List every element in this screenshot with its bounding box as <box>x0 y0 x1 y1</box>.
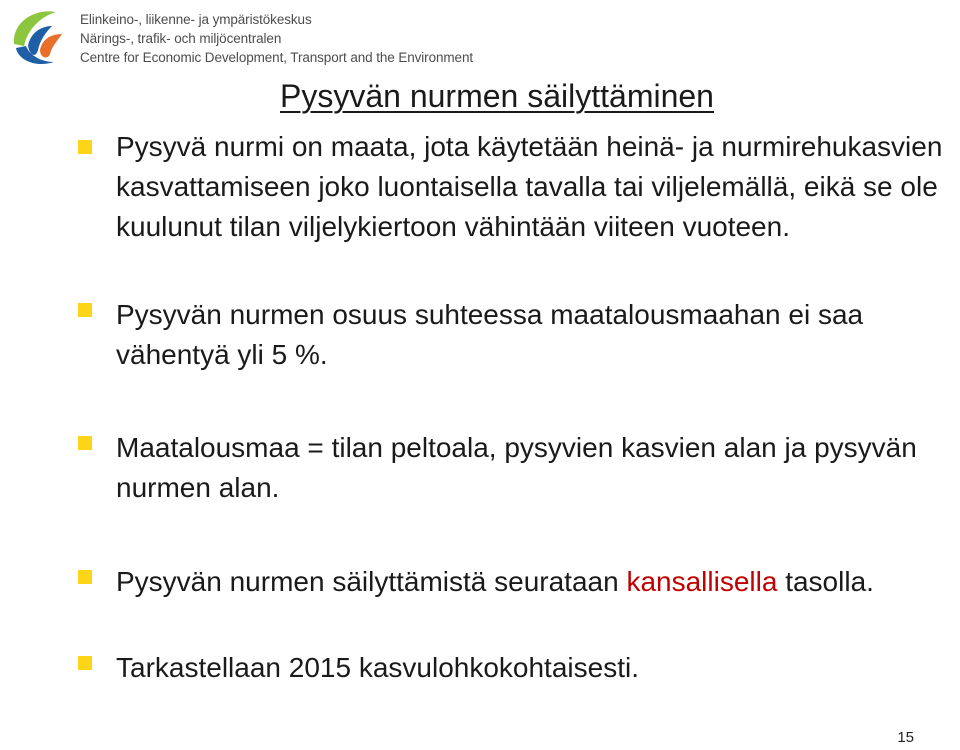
bullet-marker-icon <box>78 436 92 450</box>
bullet-text: Pysyvän nurmen osuus suhteessa maatalousmaahan ei saa vähentyä yli 5 %. <box>116 299 864 370</box>
bullet-marker-icon <box>78 140 92 154</box>
org-name-finnish: Elinkeino-, liikenne- ja ympäristökeskus <box>80 12 312 27</box>
bullet-text-part: Pysyvän nurmen säilyttämistä seurataan <box>116 566 627 597</box>
page-number: 15 <box>897 729 914 746</box>
bullet-marker-icon <box>78 303 92 317</box>
org-name-english: Centre for Economic Development, Transport and the Environment <box>80 50 473 65</box>
highlighted-word: kansallisella <box>626 566 778 597</box>
org-name-swedish: Närings-, trafik- och miljöcentralen <box>80 31 282 46</box>
bullet-text: Tarkastellaan 2015 kasvulohkokohtaisesti. <box>116 652 639 683</box>
bullet-text <box>116 562 946 602</box>
bullet-marker-icon <box>78 570 92 584</box>
bullet-marker-icon <box>78 656 92 670</box>
bullet-text-part: tasolla. <box>777 566 874 597</box>
bullet-text: Pysyvä nurmi on maata, jota käytetään heinä- ja nurmirehukasvien kasvattamiseen joko luontaisella tavalla tai viljelemällä, eikä se ole kuulunut tilan viljelykiertoon vähintään viiteen vuoteen. <box>116 131 943 242</box>
slide-title: Pysyvän nurmen säilyttäminen <box>280 78 714 114</box>
bullet-text: Maatalousmaa = tilan peltoala, pysyvien kasvien alan ja pysyvän nurmen alan. <box>116 432 917 503</box>
